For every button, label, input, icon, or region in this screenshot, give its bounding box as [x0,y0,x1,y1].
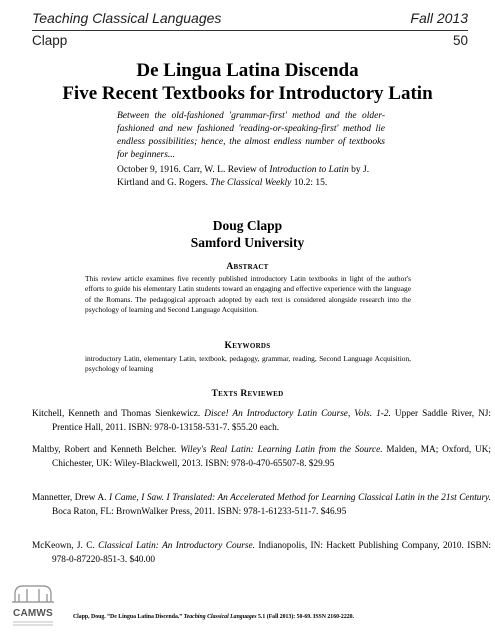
header-rule [32,30,468,31]
epigraph-citation [117,164,387,190]
reference-title: Classical Latin: An Introductory Course. [98,541,255,551]
citation-suffix: 10.2: 15. [291,178,328,188]
citation-prefix: October 9, 1916. Carr, W. L. Review of [117,165,270,175]
author-short: Clapp [32,33,68,48]
camws-logo [7,576,59,634]
reference-details: Malden, MA; Oxford, UK; Chichester, UK: Wiley-Blackwell, 2013. ISBN: 978-0-470-65507-8. $29.95 [52,445,492,469]
reference-authors: Maltby, Robert and Kenneth Belcher. [32,445,181,455]
epigraph-quote: Between the old-fashioned 'grammar-first' method and the older-fashioned and new fashioned 'reading-or-speaking-first' method lie endless possibilities; hence, the almost endless number of textbooks for beginners... [117,111,385,160]
citation-work: Introduction to Latin [269,165,349,175]
reference-details: Upper Saddle River, NJ: Prentice Hall, 2011. ISBN: 978-0-13158-531-7. $55.20 each. [52,409,492,433]
reference-title: Disce! An Introductory Latin Course, Vols. 1-2. [204,409,391,419]
article-title-line1: De Lingua Latina Discenda [136,60,359,81]
keywords-text: introductory Latin, elementary Latin, textbook, pedagogy, grammar, reading, Second Language Acquisition, psychology of learning [85,354,411,374]
reference-entry [32,444,491,471]
abstract-text: This review article examines five recently published introductory Latin textbooks in light of the author's efforts to guide his elementary Latin students toward an engaging and effective experience with the language of the Romans. The pedagogical approach adopted by each text is considered alongside research into the psychology of learning and Second Language Acquisition. [85,274,411,315]
abstract-heading: Abstract [226,262,269,272]
citation-mid: by J. Kirtland and G. Rogers. [117,165,370,188]
reference-authors: McKeown, J. C. [32,541,99,551]
footer-suffix: 5.1 (Fall 2013): 50-69. ISSN 2160-2220. [256,614,354,620]
reference-entry [32,408,491,435]
footer-prefix: Clapp, Doug. “De Lingua Latina Discenda.” [73,614,184,620]
article-title-line2: Five Recent Textbooks for Introductory Latin [62,83,433,104]
reference-entry [32,492,491,519]
author-name: Doug Clapp [212,218,283,233]
keywords-heading: Keywords [224,341,271,351]
reference-title: I Came, I Saw. I Translated: An Accelerated Method for Learning Classical Latin in the 21st Century. [109,493,491,503]
page-number: 50 [452,33,468,48]
journal-name: Teaching Classical Languages [32,10,222,26]
reference-authors: Mannetter, Drew A. [32,493,109,503]
reference-title: Wiley's Real Latin: Learning Latin from the Source. [180,445,383,455]
issue-label: Fall 2013 [410,10,468,26]
reference-authors: Kitchell, Kenneth and Thomas Sienkewicz. [32,409,205,419]
running-subheader [32,33,468,48]
citation-journal: The Classical Weekly [210,178,292,188]
footer-journal: Teaching Classical Languages [183,614,257,620]
reference-details: Boca Raton, FL: BrownWalker Press, 2011. ISBN: 978-1-61233-511-7. $46.95 [52,506,347,517]
author-affiliation: Samford University [190,235,305,250]
reference-entry [32,540,491,567]
running-header [32,10,468,26]
texts-reviewed-heading: Texts Reviewed [211,389,284,399]
logo-text: CAMWS [13,608,53,619]
reference-details: Indianopolis, IN: Hackett Publishing Company, 2010. ISBN: 978-0-87220-851-3. $40.00 [52,541,491,565]
footer-citation [73,614,354,620]
